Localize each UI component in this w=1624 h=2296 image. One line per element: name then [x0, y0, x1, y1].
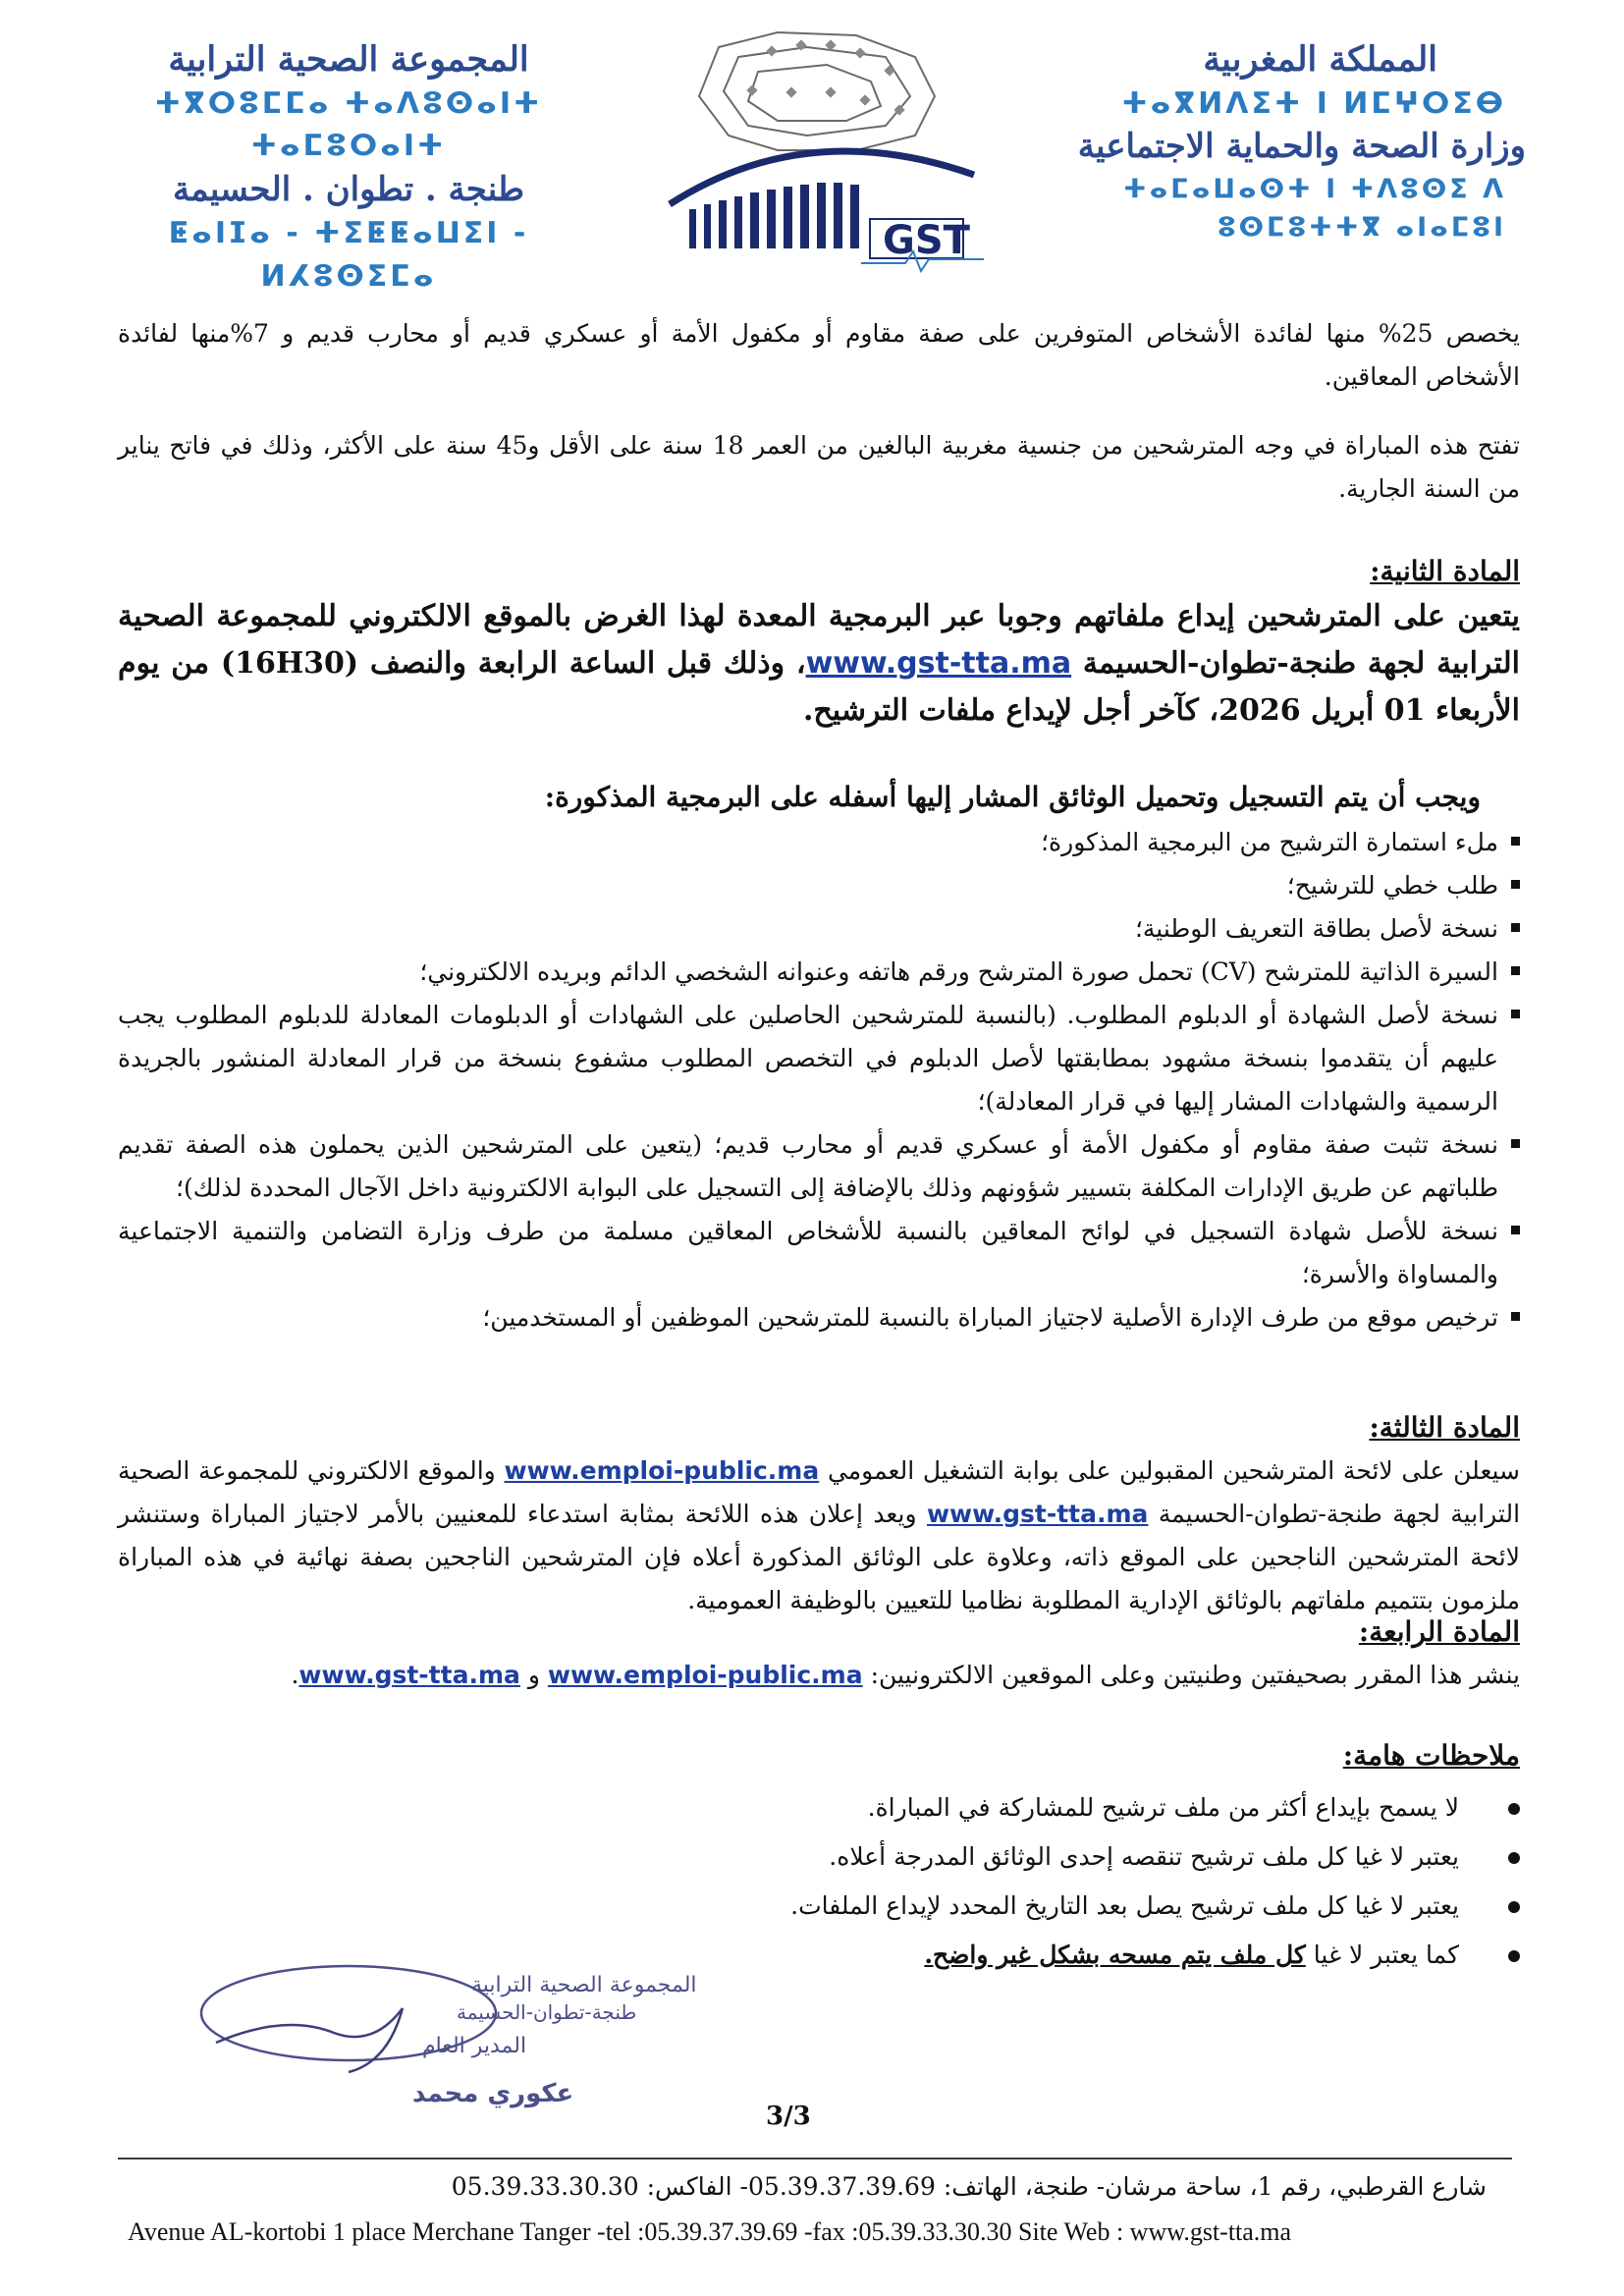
- intro-paragraph-1: يخصص 25% منها لفائدة الأشخاص المتوفرين على صفة مقاوم أو مكفول الأمة أو عسكري قديم أو محارب قديم و 7%منها لفائدة الأشخاص المعاقين.: [118, 319, 1520, 391]
- article-3-text-a: سيعلن على لائحة المترشحين المقبولين على بوابة التشغيل العمومي: [827, 1456, 1520, 1485]
- intro-block-2: [118, 424, 1520, 511]
- gst-link[interactable]: www.gst-tta.ma: [805, 646, 1072, 681]
- article-3: [118, 1406, 1520, 1622]
- article-3-text-b: والموقع الالكتروني للمجموعة الصحية الترابية لجهة طنجة-تطوان-الحسيمة: [118, 1456, 1521, 1528]
- region-tifinagh: ⵟⴰⵏⵊⴰ - ⵜⵉⵟⵟⴰⵡⵉⵏ - ⵍⵃⵓⵙⵉⵎⴰ: [168, 216, 529, 294]
- ministry-title: وزارة الصحة والحماية الاجتماعية: [1077, 127, 1526, 166]
- kingdom-tifinagh: ⵜⴰⴳⵍⴷⵉⵜ ⵏ ⵍⵎⵖⵔⵉⴱ: [1121, 85, 1506, 121]
- note-last-prefix: كما يعتبر لا غيا: [1313, 1941, 1459, 1969]
- emploi-public-link[interactable]: www.emploi-public.ma: [547, 1661, 863, 1689]
- footer-divider: [118, 2158, 1512, 2159]
- note-item: يعتبر لا غيا كل ملف ترشيح تنقصه إحدى الوثائق المدرجة أعلاه.: [118, 1832, 1520, 1882]
- article-3-text: [118, 1449, 1520, 1622]
- gst-logo: [660, 27, 994, 273]
- article-4-text-a: ينشر هذا المقرر بصحيفتين وطنيتين وعلى الموقعين الالكترونيين:: [870, 1661, 1520, 1689]
- intro-paragraph-2: تفتح هذه المباراة في وجه المترشحين من جنسية مغربية البالغين من العمر 18 سنة على الأقل و45 سنة على الأكثر، وذلك في فاتح يناير من السنة الجارية.: [118, 431, 1521, 503]
- document-item: نسخة لأصل بطاقة التعريف الوطنية؛: [118, 907, 1520, 951]
- article-3-heading: المادة الثالثة:: [1369, 1411, 1520, 1444]
- notes-heading: ملاحظات هامة:: [1342, 1739, 1520, 1772]
- document-item: السيرة الذاتية للمترشح (CV) تحمل صورة المترشح ورقم هاتفه وعنوانه الشخصي الدائم وبريده الالكتروني؛: [118, 951, 1520, 994]
- article-4-heading: المادة الرابعة:: [1358, 1615, 1520, 1648]
- gst-link[interactable]: www.gst-tta.ma: [298, 1661, 520, 1689]
- documents-list: [118, 821, 1520, 1339]
- article-2-text: [118, 593, 1520, 735]
- header-right: [976, 37, 1526, 246]
- document-item: نسخة تثبت صفة مقاوم أو مكفول الأمة أو عسكري قديم أو محارب قديم؛ (يتعين على المترشحين الذين يحملون هذه الصفة تقديم طلباتهم عن طريق الإدارات المكلفة بتسيير شؤونهم وذلك بالإضافة إلى التسجيل على البوابة الالكترونية داخل الآجال المحددة لذلك)؛: [118, 1123, 1520, 1210]
- article-2-text-a: يتعين على المترشحين إيداع ملفاتهم وجوبا عبر البرمجية المعدة لهذا الغرض بالموقع الالكتروني للمجموعة الصحية الترابية لجهة طنجة-تطوان-الحسيمة: [118, 599, 1520, 681]
- emploi-public-link[interactable]: www.emploi-public.ma: [504, 1456, 820, 1485]
- documents-section: [118, 774, 1520, 1339]
- stamp-line-3: المدير العام: [422, 2034, 527, 2058]
- official-stamp: [177, 1954, 697, 2141]
- footer-arabic: شارع القرطبي، رقم 1، ساحة مرشان- طنجة، الهاتف: 05.39.37.39.69- الفاكس: 05.39.33.30.30: [451, 2172, 1487, 2201]
- article-4-end: .: [291, 1661, 299, 1689]
- document-item: نسخة لأصل الشهادة أو الدبلوم المطلوب. (بالنسبة للمترشحين الحاصلين على الشهادات أو الدبلومات المعادلة للدبلوم المطلوب يجب عليهم أن يتقدموا بنسخة مشهود بمطابقتها لأصل الدبلوم في التخصص المطلوب مشفوع بنسخة من قرار المعادلة المنشور بالجريدة الرسمية والشهادات المشار إليها في قرار المعادلة)؛: [118, 994, 1520, 1123]
- article-2: [118, 550, 1520, 735]
- intro-block: [118, 312, 1520, 399]
- document-item: ترخيص موقع من طرف الإدارة الأصلية لاجتياز المباراة بالنسبة للمترشحين الموظفين أو المستخدمين؛: [118, 1296, 1520, 1339]
- stamp-line-2: طنجة-تطوان-الحسيمة: [457, 2000, 637, 2024]
- document-item: ملء استمارة الترشيح من البرمجية المذكورة؛: [118, 821, 1520, 864]
- documents-intro: ويجب أن يتم التسجيل وتحميل الوثائق المشار إليها أسفله على البرمجية المذكورة:: [544, 781, 1481, 813]
- ministry-tifinagh: ⵜⴰⵎⴰⵡⴰⵙⵜ ⵏ ⵜⴷⵓⵙⵉ ⴷ ⵓⵙⵎⵓⵜⵜⴳ ⴰⵏⴰⵎⵓⵏ: [1122, 173, 1506, 244]
- document-item: طلب خطي للترشيح؛: [118, 864, 1520, 907]
- note-item: لا يسمح بإيداع أكثر من ملف ترشيح للمشاركة في المباراة.: [118, 1783, 1520, 1832]
- kingdom-title: المملكة المغربية: [1203, 39, 1437, 80]
- header-left: [103, 37, 594, 298]
- stamp-line-4: عكوري محمد: [412, 2079, 574, 2108]
- region-title: طنجة . تطوان . الحسيمة: [172, 169, 525, 209]
- article-4-text: [118, 1654, 1520, 1697]
- gst-link[interactable]: www.gst-tta.ma: [926, 1500, 1149, 1528]
- page-number: 3/3: [766, 2102, 811, 2131]
- article-2-text-b: ، وذلك قبل الساعة الرابعة والنصف (16H30) من يوم الأربعاء 01 أبريل 2026، كآخر أجل لإيداع ملفات الترشيح.: [118, 646, 1520, 728]
- footer-french: Avenue AL-kortobi 1 place Merchane Tanger -tel :05.39.37.39.69 -fax :05.39.33.30.30 Site Web : www.gst-tta.ma: [128, 2217, 1292, 2246]
- stamp-line-1: المجموعة الصحية الترابية: [471, 1973, 697, 1997]
- article-4: [118, 1611, 1520, 1697]
- group-title: المجموعة الصحية الترابية: [168, 39, 529, 80]
- article-3-text-c: ويعد إعلان هذه اللائحة بمثابة استدعاء للمعنيين بالأمر لاجتياز المباراة وستنشر لائحة المترشحين الناجحين على الموقع ذاته، وعلاوة على الوثائق المذكورة أعلاه فإن المترشحين الناجحين بصفة نهائية في هذه المباراة ملزمون بتتميم ملفاتهم بالوثائق الإدارية المطلوبة نظاميا للتعيين بالوظيفة العمومية.: [118, 1500, 1520, 1614]
- notes-list: [118, 1783, 1520, 1980]
- article-2-heading: المادة الثانية:: [1370, 555, 1520, 587]
- note-last-bold: كل ملف يتم مسحه بشكل غير واضح.: [924, 1941, 1306, 1969]
- document-item: نسخة للأصل شهادة التسجيل في لوائح المعاقين بالنسبة للأشخاص المعاقين مسلمة من طرف وزارة التضامن والتنمية الاجتماعية والمساواة والأسرة؛: [118, 1210, 1520, 1296]
- logo-text: GST: [883, 218, 970, 263]
- notes-section: [118, 1734, 1520, 1980]
- note-item: يعتبر لا غيا كل ملف ترشيح يصل بعد التاريخ المحدد لإيداع الملفات.: [118, 1882, 1520, 1931]
- group-tifinagh: ⵜⴳⵔⵓⵎⵎⴰ ⵜⴰⴷⵓⵙⴰⵏⵜ ⵜⴰⵎⵓⵔⴰⵏⵜ: [154, 85, 543, 163]
- article-4-conj: و: [527, 1661, 540, 1689]
- signature-mark: [216, 2008, 403, 2072]
